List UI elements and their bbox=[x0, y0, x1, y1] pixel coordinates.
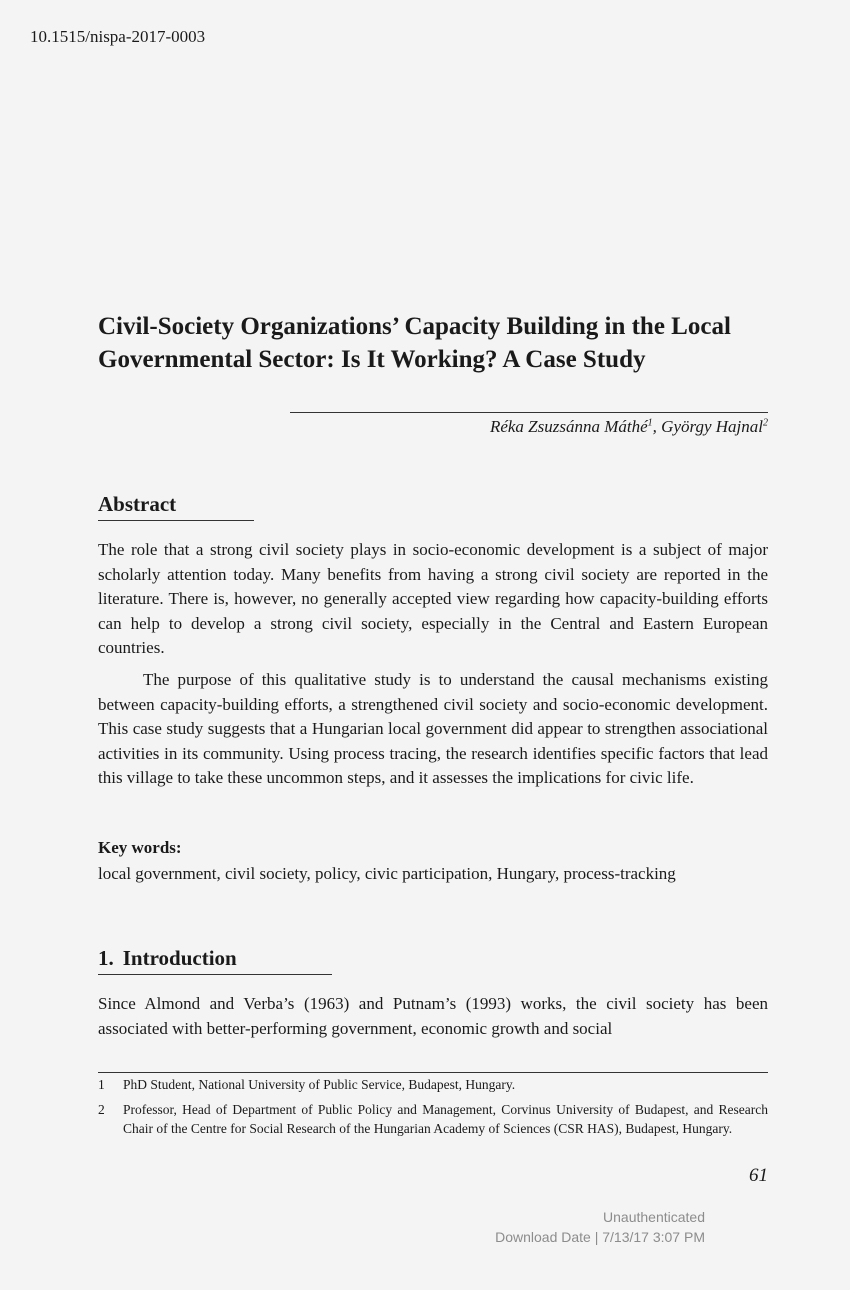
author-divider bbox=[290, 412, 768, 413]
introduction-paragraph: Since Almond and Verba’s (1963) and Putnam’s (1993) works, the civil society has been associated with better-performing government, economic growth and social bbox=[98, 994, 768, 1038]
keywords-heading: Key words: bbox=[98, 838, 182, 857]
footnote-text: PhD Student, National University of Public Service, Budapest, Hungary. bbox=[123, 1077, 516, 1092]
abstract-paragraph-2: The purpose of this qualitative study is to understand the causal mechanisms existing between capacity-building efforts, a strengthened civil society and socio-economic development. This case study suggests that a Hungarian local government did appear to strengthen associational activities in its community. Using process tracing, the research identifies specific factors that lead this village to take these uncommon steps, and it assesses the implications for civic life. bbox=[98, 670, 768, 787]
footnote-2 bbox=[98, 1101, 768, 1138]
introduction-heading bbox=[98, 944, 332, 975]
download-watermark bbox=[495, 1207, 705, 1247]
introduction-number: 1. bbox=[98, 946, 114, 970]
footnote-1 bbox=[98, 1076, 768, 1095]
paper-title: Civil-Society Organizations’ Capacity Building in the Local Governmental Sector: Is It Working? A Case Study bbox=[98, 313, 731, 373]
page-number: 61 bbox=[749, 1165, 768, 1186]
author-2-footnote-mark: 2 bbox=[763, 417, 768, 429]
footnote-number: 1 bbox=[98, 1077, 105, 1092]
footnote-divider bbox=[98, 1072, 768, 1073]
introduction-title: Introduction bbox=[122, 946, 237, 970]
keywords-text: local government, civil society, policy, civic participation, Hungary, process-tracking bbox=[98, 864, 676, 883]
author-2: György Hajnal bbox=[661, 417, 763, 436]
author-1: Réka Zsuzsánna Máthé bbox=[489, 417, 648, 436]
doi: 10.1515/nispa-2017-0003 bbox=[30, 27, 206, 46]
watermark-line-1: Unauthenticated bbox=[603, 1209, 705, 1225]
footnote-number: 2 bbox=[98, 1102, 105, 1117]
footnote-text: Professor, Head of Department of Public Policy and Management, Corvinus University of Budapest, and Research Chair of the Centre for Social Research of the Hungarian Academy of Sciences (CSR HAS), Budapest, Hungary. bbox=[123, 1102, 768, 1136]
author-1-footnote-mark: 1 bbox=[647, 417, 653, 429]
watermark-line-2: Download Date | 7/13/17 3:07 PM bbox=[495, 1229, 705, 1245]
author-line bbox=[490, 417, 768, 437]
abstract-paragraph-1: The role that a strong civil society plays in socio-economic development is a subject of major scholarly attention today. Many benefits from having a strong civil society are reported in the literature. There is, however, no generally accepted view regarding how capacity-building efforts can help to develop a strong civil society, especially in the Central and Eastern European countries. bbox=[98, 540, 768, 657]
abstract-heading: Abstract bbox=[98, 490, 254, 521]
author-separator: , bbox=[652, 417, 662, 436]
